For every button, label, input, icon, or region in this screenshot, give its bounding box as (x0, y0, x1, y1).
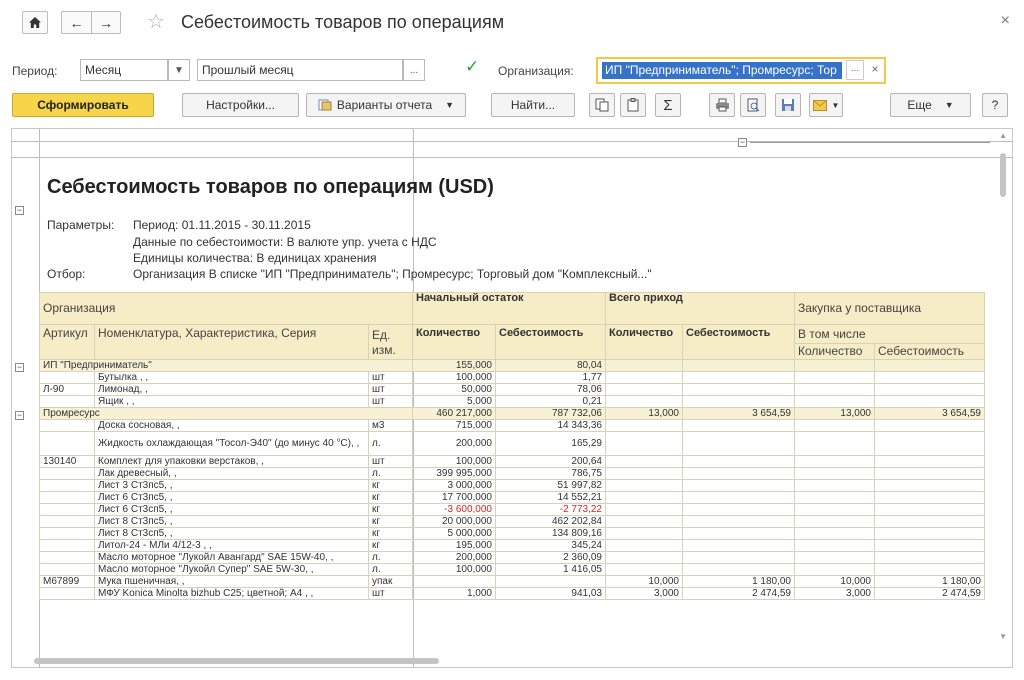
table-row[interactable] (40, 480, 985, 492)
purchase-cost-cell (875, 528, 985, 540)
purchase-cost-cell (875, 432, 985, 456)
period-type-dropdown-button[interactable] (168, 59, 190, 81)
header-nomenclature: Номенклатура, Характеристика, Серия (95, 325, 369, 360)
income-qty-cell (606, 540, 683, 552)
table-row[interactable] (40, 504, 985, 516)
checkmark-icon: ✓ (465, 57, 480, 76)
nomenclature-cell: Лист 6 Ст3пс5, , (95, 492, 369, 504)
header-income-qty: Количество (606, 325, 683, 360)
header-opening-balance: Начальный остаток (413, 293, 606, 325)
opening-cost-cell: 1,77 (496, 372, 606, 384)
header-purchase-qty: Количество (795, 344, 875, 360)
organization-choose-button[interactable]: ... (846, 60, 864, 80)
period-choose-button[interactable] (403, 59, 425, 81)
report-title: Себестоимость товаров по операциям (USD) (47, 176, 494, 198)
income-qty-cell (606, 492, 683, 504)
header-total-income: Всего приход (606, 293, 795, 325)
parameter-period: Период: 01.11.2015 - 30.11.2015 (133, 218, 311, 232)
opening-cost-cell: 51 997,82 (496, 480, 606, 492)
purchase-qty-cell (795, 540, 875, 552)
income-qty-cell (606, 480, 683, 492)
income-qty-cell (606, 432, 683, 456)
purchase-qty-cell (795, 528, 875, 540)
parameter-units: Единицы количества: В единицах хранения (133, 251, 377, 265)
purchase-qty-cell (795, 552, 875, 564)
income-cost-cell (683, 432, 795, 456)
purchase-cost-cell (875, 396, 985, 408)
opening-qty-cell (413, 576, 496, 588)
income-cost-cell (683, 456, 795, 468)
scroll-up-icon[interactable]: ▲ (999, 131, 1007, 140)
column-group-line (750, 142, 990, 143)
floppy-disk-icon (781, 98, 795, 112)
article-cell (40, 480, 95, 492)
income-cost-cell (683, 396, 795, 408)
income-cost-cell (683, 372, 795, 384)
horizontal-scrollbar[interactable] (34, 658, 439, 664)
income-qty-cell (606, 552, 683, 564)
nomenclature-cell: Комплект для упаковки верстаков, , (95, 456, 369, 468)
print-button[interactable] (709, 93, 735, 117)
purchase-cost-cell (875, 456, 985, 468)
article-cell: 130140 (40, 456, 95, 468)
unit-cell: л. (369, 564, 413, 576)
window-title: Себестоимость товаров по операциям (181, 12, 505, 32)
purchase-qty-cell (795, 372, 875, 384)
table-row[interactable] (40, 564, 985, 576)
scroll-down-icon[interactable]: ▼ (999, 632, 1007, 641)
nomenclature-cell: МФУ Konica Minolta bizhub C25; цветной; A4 , , (95, 588, 369, 600)
purchase-qty-cell (795, 492, 875, 504)
header-opening-cost: Себестоимость (496, 325, 606, 360)
parameter-cost-data: Данные по себестоимости: В валюте упр. учета с НДС (133, 235, 437, 249)
table-row[interactable] (40, 552, 985, 564)
unit-cell: шт (369, 588, 413, 600)
income-cost-cell: 3 654,59 (683, 408, 795, 420)
report-variants-label: Варианты отчета (336, 98, 433, 112)
opening-qty-cell: 100,000 (413, 564, 496, 576)
period-type-select[interactable]: Месяц (80, 59, 168, 81)
table-row[interactable] (40, 372, 985, 384)
article-cell: Л-90 (40, 384, 95, 396)
nomenclature-cell: Лак древесный, , (95, 468, 369, 480)
table-group-row[interactable] (40, 408, 985, 420)
purchase-qty-cell (795, 480, 875, 492)
opening-cost-cell: 941,03 (496, 588, 606, 600)
article-cell (40, 492, 95, 504)
header-article: Артикул (40, 325, 95, 360)
opening-qty-cell: 100,000 (413, 372, 496, 384)
chevron-down-icon: ▼ (445, 100, 455, 110)
article-cell (40, 372, 95, 384)
article-cell (40, 588, 95, 600)
article-cell (40, 504, 95, 516)
unit-cell: шт (369, 384, 413, 396)
opening-cost-cell: 14 343,36 (496, 420, 606, 432)
income-cost-cell (683, 564, 795, 576)
unit-cell: упак (369, 576, 413, 588)
period-label: Период: (12, 64, 58, 78)
article-cell: M67899 (40, 576, 95, 588)
opening-qty-cell: 155,000 (413, 360, 496, 372)
opening-cost-cell: 787 732,06 (496, 408, 606, 420)
collapse-header-icon[interactable]: − (16, 205, 23, 215)
purchase-cost-cell (875, 492, 985, 504)
nomenclature-cell: Масло моторное "Лукойл Авангард" SAE 15W-40, , (95, 552, 369, 564)
income-qty-cell (606, 528, 683, 540)
article-cell (40, 516, 95, 528)
income-cost-cell (683, 504, 795, 516)
opening-qty-cell: -3 600,000 (413, 504, 496, 516)
purchase-cost-cell (875, 360, 985, 372)
income-cost-cell (683, 360, 795, 372)
report-variants-icon (318, 99, 332, 111)
nomenclature-cell: Бутылка , , (95, 372, 369, 384)
ellipsis-icon: ... (409, 64, 419, 76)
purchase-qty-cell (795, 564, 875, 576)
home-icon (28, 16, 42, 29)
opening-cost-cell (496, 576, 606, 588)
forward-button[interactable] (91, 11, 121, 34)
purchase-qty-cell (795, 396, 875, 408)
nomenclature-cell: Доска сосновая, , (95, 420, 369, 432)
opening-cost-cell: 462 202,84 (496, 516, 606, 528)
article-cell (40, 396, 95, 408)
close-window-button[interactable]: × (1000, 12, 1010, 29)
unit-cell: шт (369, 456, 413, 468)
income-qty-cell (606, 456, 683, 468)
unit-cell: кг (369, 540, 413, 552)
article-cell (40, 420, 95, 432)
sum-button[interactable]: Σ (655, 93, 681, 117)
unit-cell: кг (369, 492, 413, 504)
income-qty-cell (606, 564, 683, 576)
income-cost-cell (683, 420, 795, 432)
organization-value[interactable]: ИП "Предприниматель"; Промресурс; Тор (602, 62, 842, 79)
purchase-qty-cell (795, 432, 875, 456)
income-qty-cell: 3,000 (606, 588, 683, 600)
title-bar (0, 0, 1024, 44)
opening-cost-cell: 14 552,21 (496, 492, 606, 504)
save-button[interactable] (775, 93, 801, 117)
chevron-down-icon: ▼ (944, 100, 954, 110)
opening-cost-cell: 80,04 (496, 360, 606, 372)
purchase-qty-cell: 13,000 (795, 408, 875, 420)
back-button[interactable] (61, 11, 91, 34)
nomenclature-cell: Лист 6 Ст3сп5, , (95, 504, 369, 516)
income-qty-cell (606, 360, 683, 372)
organization-label: Организация: (498, 64, 574, 78)
organization-checkbox[interactable] (465, 59, 481, 75)
purchase-cost-cell (875, 384, 985, 396)
income-qty-cell (606, 516, 683, 528)
nomenclature-cell: Ящик , , (95, 396, 369, 408)
opening-cost-cell: 0,21 (496, 396, 606, 408)
purchase-qty-cell (795, 468, 875, 480)
income-cost-cell: 1 180,00 (683, 576, 795, 588)
opening-qty-cell: 20 000,000 (413, 516, 496, 528)
header-purchase-cost: Себестоимость (875, 344, 985, 360)
purchase-cost-cell (875, 372, 985, 384)
chevron-down-icon: ▼ (831, 100, 840, 110)
opening-qty-cell: 399 995,000 (413, 468, 496, 480)
table-row[interactable] (40, 456, 985, 468)
table-group-row[interactable] (40, 360, 985, 372)
table-row[interactable] (40, 516, 985, 528)
purchase-cost-cell (875, 480, 985, 492)
generate-button[interactable]: Сформировать (12, 93, 154, 117)
purchase-qty-cell (795, 456, 875, 468)
chevron-down-icon: ▼ (174, 64, 184, 76)
income-qty-cell (606, 372, 683, 384)
nomenclature-cell: Лист 8 Ст3сп5, , (95, 528, 369, 540)
purchase-cost-cell (875, 504, 985, 516)
favorite-star-icon[interactable]: ☆ (147, 11, 165, 33)
income-cost-cell: 2 474,59 (683, 588, 795, 600)
more-button[interactable] (890, 93, 971, 117)
purchase-cost-cell: 3 654,59 (875, 408, 985, 420)
opening-cost-cell: 200,64 (496, 456, 606, 468)
opening-qty-cell: 200,000 (413, 552, 496, 564)
header-opening-qty: Количество (413, 325, 496, 360)
nomenclature-cell: Жидкость охлаждающая "Тосол-Э40" (до минус 40 °C), , (95, 432, 369, 456)
vertical-scrollbar[interactable] (1000, 153, 1006, 197)
article-cell (40, 540, 95, 552)
unit-cell: л. (369, 468, 413, 480)
opening-qty-cell: 715,000 (413, 420, 496, 432)
unit-cell: м3 (369, 420, 413, 432)
purchase-qty-cell (795, 384, 875, 396)
income-cost-cell (683, 552, 795, 564)
organization-cell: Промресурс (40, 408, 413, 420)
purchase-cost-cell: 1 180,00 (875, 576, 985, 588)
opening-cost-cell: 78,06 (496, 384, 606, 396)
purchase-qty-cell: 10,000 (795, 576, 875, 588)
opening-qty-cell: 3 000,000 (413, 480, 496, 492)
income-qty-cell (606, 384, 683, 396)
table-row[interactable] (40, 432, 985, 456)
nomenclature-cell: Лист 8 Ст3пс5, , (95, 516, 369, 528)
paste-button[interactable] (620, 93, 646, 117)
collapse-group-icon[interactable]: − (16, 361, 23, 372)
opening-qty-cell: 5,000 (413, 396, 496, 408)
header-income-cost: Себестоимость (683, 325, 795, 360)
purchase-qty-cell (795, 420, 875, 432)
header-organization: Организация (40, 293, 413, 325)
paste-icon (626, 98, 640, 112)
opening-cost-cell: -2 773,22 (496, 504, 606, 516)
unit-cell: кг (369, 528, 413, 540)
unit-cell: шт (369, 396, 413, 408)
header-unit: Ед. изм. (369, 325, 413, 360)
report-area[interactable] (11, 128, 1013, 668)
unit-cell: кг (369, 504, 413, 516)
organization-clear-button[interactable]: × (871, 62, 879, 76)
print-preview-button[interactable] (740, 93, 766, 117)
unit-cell: шт (369, 372, 413, 384)
purchase-qty-cell (795, 504, 875, 516)
envelope-icon (813, 100, 827, 111)
header-including: В том числе (795, 325, 985, 344)
purchase-cost-cell (875, 564, 985, 576)
opening-qty-cell: 100,000 (413, 456, 496, 468)
organization-field[interactable] (596, 57, 886, 84)
table-row[interactable] (40, 528, 985, 540)
opening-cost-cell: 134 809,16 (496, 528, 606, 540)
purchase-cost-cell (875, 552, 985, 564)
copy-button[interactable] (589, 93, 615, 117)
purchase-qty-cell: 3,000 (795, 588, 875, 600)
purchase-cost-cell (875, 540, 985, 552)
purchase-qty-cell (795, 360, 875, 372)
table-row[interactable] (40, 468, 985, 480)
article-cell (40, 468, 95, 480)
unit-cell: л. (369, 552, 413, 564)
income-cost-cell (683, 384, 795, 396)
income-qty-cell (606, 396, 683, 408)
purchase-cost-cell (875, 516, 985, 528)
opening-cost-cell: 2 360,09 (496, 552, 606, 564)
income-cost-cell (683, 480, 795, 492)
collapse-columns-icon[interactable]: − (739, 137, 746, 147)
arrow-right-icon: → (99, 14, 113, 31)
table-row[interactable] (40, 540, 985, 552)
opening-cost-cell: 786,75 (496, 468, 606, 480)
send-email-button[interactable] (809, 93, 843, 117)
income-cost-cell (683, 492, 795, 504)
settings-button[interactable]: Настройки... (182, 93, 299, 117)
income-qty-cell (606, 468, 683, 480)
nomenclature-cell: Лимонад, , (95, 384, 369, 396)
grid-divider (12, 157, 1013, 158)
nomenclature-cell: Мука пшеничная, , (95, 576, 369, 588)
header-supplier-purchase: Закупка у поставщика (795, 293, 985, 325)
opening-cost-cell: 165,29 (496, 432, 606, 456)
income-cost-cell (683, 528, 795, 540)
printer-icon (715, 98, 730, 112)
opening-qty-cell: 50,000 (413, 384, 496, 396)
opening-qty-cell: 200,000 (413, 432, 496, 456)
opening-qty-cell: 17 700,000 (413, 492, 496, 504)
find-button[interactable]: Найти... (491, 93, 575, 117)
article-cell (40, 552, 95, 564)
article-cell (40, 432, 95, 456)
purchase-cost-cell (875, 468, 985, 480)
opening-qty-cell: 460 217,000 (413, 408, 496, 420)
table-row[interactable] (40, 396, 985, 408)
table-row[interactable] (40, 384, 985, 396)
unit-cell: кг (369, 516, 413, 528)
collapse-group-icon[interactable]: − (16, 409, 23, 420)
period-value-field[interactable]: Прошлый месяц (197, 59, 403, 81)
purchase-cost-cell (875, 420, 985, 432)
table-row[interactable] (40, 420, 985, 432)
unit-cell: кг (369, 480, 413, 492)
more-label: Еще (907, 98, 932, 112)
report-variants-button[interactable] (306, 93, 466, 117)
table-row[interactable] (40, 588, 985, 600)
article-cell (40, 564, 95, 576)
income-qty-cell (606, 504, 683, 516)
opening-qty-cell: 195,000 (413, 540, 496, 552)
income-qty-cell (606, 420, 683, 432)
nomenclature-cell: Литол-24 - МЛи 4/12-3 , , (95, 540, 369, 552)
filter-text: Организация В списке "ИП "Предприниматель"; Промресурс; Торговый дом "Комплексный..." (133, 267, 652, 281)
opening-qty-cell: 1,000 (413, 588, 496, 600)
organization-cell: ИП "Предприниматель" (40, 360, 413, 372)
arrow-left-icon: ← (69, 14, 84, 31)
income-qty-cell: 13,000 (606, 408, 683, 420)
filter-label: Отбор: (47, 267, 86, 281)
opening-cost-cell: 1 416,05 (496, 564, 606, 576)
purchase-qty-cell (795, 516, 875, 528)
income-cost-cell (683, 516, 795, 528)
nomenclature-cell: Лист 3 Ст3пс5, , (95, 480, 369, 492)
report-table (39, 292, 985, 600)
income-cost-cell (683, 540, 795, 552)
home-button[interactable] (22, 11, 48, 34)
income-cost-cell (683, 468, 795, 480)
opening-cost-cell: 345,24 (496, 540, 606, 552)
table-row[interactable] (40, 492, 985, 504)
print-preview-icon (746, 98, 760, 112)
opening-qty-cell: 5 000,000 (413, 528, 496, 540)
copy-icon (595, 98, 609, 112)
purchase-cost-cell: 2 474,59 (875, 588, 985, 600)
unit-cell: л. (369, 432, 413, 456)
table-row[interactable] (40, 576, 985, 588)
income-qty-cell: 10,000 (606, 576, 683, 588)
parameters-label: Параметры: (47, 218, 115, 232)
nomenclature-cell: Масло моторное "Лукойл Супер" SAE 5W-30, , (95, 564, 369, 576)
article-cell (40, 528, 95, 540)
help-button[interactable]: ? (982, 93, 1008, 117)
